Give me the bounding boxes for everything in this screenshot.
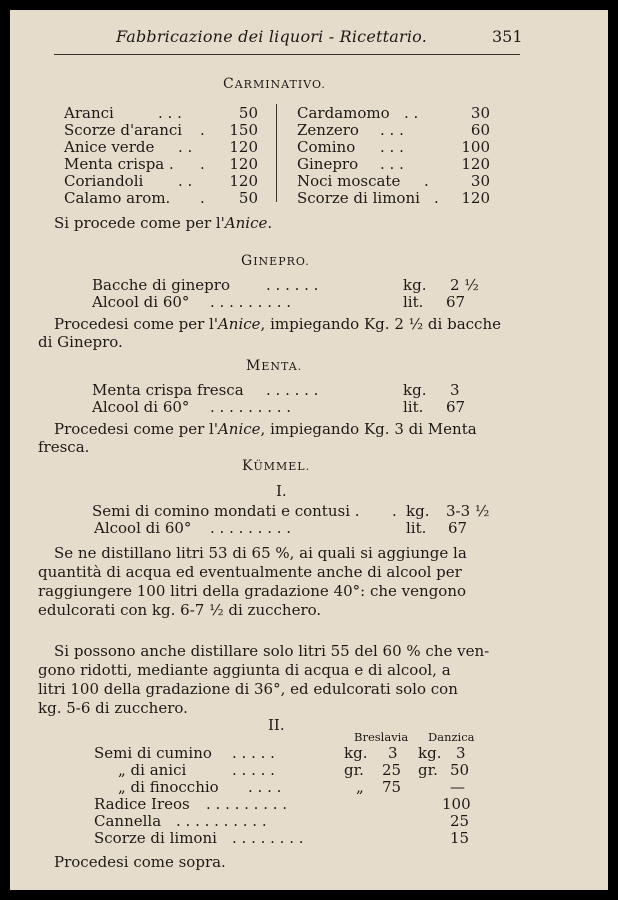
ingredient-quantity: 50 xyxy=(238,189,258,207)
qty-danzica: 15 xyxy=(450,829,470,847)
ingredient-quantity: 120 xyxy=(461,155,490,173)
ingredient-name: Comino xyxy=(297,138,356,156)
ingredient-name: Alcool di 60° xyxy=(94,519,192,537)
kummel-paragraph-2-line-2: gono ridotti, mediante aggiunta di acqua e di alcool, a xyxy=(38,661,451,679)
leader-dots: . . . . . . xyxy=(266,381,319,399)
kummel-paragraph-1-line-1: Se ne distillano litri 53 di 65 %, ai quali si aggiunge la xyxy=(54,544,467,562)
ingredient-name: Coriandoli xyxy=(64,172,144,190)
kummel-paragraph-1-line-4: edulcorati con kg. 6-7 ½ di zucchero. xyxy=(38,601,322,619)
ingredient-quantity: 150 xyxy=(229,121,258,139)
unit-breslavia: kg. xyxy=(344,744,368,762)
ingredient-quantity: 120 xyxy=(229,155,258,173)
ingredient-quantity: 120 xyxy=(461,189,490,207)
leader-dots: . . . xyxy=(158,104,182,122)
qty-danzica: 50 xyxy=(450,761,470,779)
leader-dots: . . . . . . . . . xyxy=(210,398,292,416)
qty-breslavia: 3 xyxy=(388,744,398,762)
ingredient-name: Scorze di limoni xyxy=(94,829,217,847)
column-header-breslavia: Breslavia xyxy=(354,730,409,744)
unit: kg. xyxy=(403,276,427,294)
section-title-carminativo: CARMINATIVO. xyxy=(223,76,326,92)
leader-dots: . . . . . . xyxy=(266,276,319,294)
kummel-paragraph-1-line-3: raggiungere 100 litri della gradazione 40°: che vengono xyxy=(38,582,467,600)
ingredient-name: „ di anici xyxy=(118,761,187,779)
ingredient-name: Scorze d'aranci xyxy=(64,121,183,139)
leader-dots: . xyxy=(424,172,429,190)
unit: lit. xyxy=(403,293,424,311)
unit-breslavia: „ xyxy=(356,778,364,796)
leader-dots: . . . . . xyxy=(232,761,275,779)
book-page xyxy=(10,10,608,890)
unit: lit. xyxy=(406,519,427,537)
leader-dots: . xyxy=(200,189,205,207)
quantity: 2 ½ xyxy=(450,276,479,294)
quantity: 3-3 ½ xyxy=(446,502,490,520)
kummel-paragraph-2-line-3: litri 100 della gradazione di 36°, ed edulcorati solo con xyxy=(38,680,458,698)
unit: kg. xyxy=(403,381,427,399)
ingredient-quantity: 30 xyxy=(470,104,490,122)
unit-danzica: gr. xyxy=(418,761,438,779)
ingredient-name: Alcool di 60° xyxy=(92,398,190,416)
leader-dots: . . xyxy=(404,104,419,122)
qty-breslavia: 75 xyxy=(382,778,402,796)
leader-dots: . . xyxy=(178,172,193,190)
section-title-menta: MENTA. xyxy=(246,358,303,374)
qty-danzica: — xyxy=(450,778,465,796)
ingredient-name: Aranci xyxy=(64,104,114,122)
ingredient-name: Semi di cumino xyxy=(94,744,212,762)
carminativo-note: Si procede come per l'Anice. xyxy=(54,214,273,232)
subsection-i: I. xyxy=(276,482,287,500)
menta-note-line2: fresca. xyxy=(38,438,90,456)
closing-note: Procedesi come sopra. xyxy=(54,853,226,871)
kummel-paragraph-1-line-2: quantità di acqua ed eventualmente anche di alcool per xyxy=(38,563,462,581)
quantity: 67 xyxy=(448,519,468,537)
ingredient-name: Scorze di limoni xyxy=(297,189,420,207)
ingredient-quantity: 120 xyxy=(229,172,258,190)
ingredient-name: Noci moscate xyxy=(297,172,401,190)
ingredient-name: Ginepro xyxy=(297,155,359,173)
ingredient-name: Semi di comino mondati e contusi . xyxy=(92,502,360,520)
ingredient-name: Menta crispa fresca xyxy=(92,381,244,399)
leader-dots: . . . . . . . . . xyxy=(206,795,288,813)
leader-dots: . xyxy=(200,155,205,173)
quantity: 3 xyxy=(450,381,460,399)
section-title-kummel: KÜMMEL. xyxy=(242,458,311,474)
ingredient-name: Alcool di 60° xyxy=(92,293,190,311)
leader-dots: . . . . xyxy=(248,778,282,796)
leader-dots: . . . . . xyxy=(232,744,275,762)
subsection-ii: II. xyxy=(268,716,285,734)
header-rule xyxy=(54,54,520,55)
unit-breslavia: gr. xyxy=(344,761,364,779)
leader-dots: . . . . . . . . . xyxy=(210,519,292,537)
leader-dots: . . . xyxy=(380,121,404,139)
leader-dots: . . . xyxy=(380,138,404,156)
leader-dots: . xyxy=(200,121,205,139)
leader-dots: . xyxy=(392,502,397,520)
section-title-ginepro: GINEPRO. xyxy=(241,253,310,269)
ingredient-name: Calamo arom. xyxy=(64,189,171,207)
qty-breslavia: 25 xyxy=(382,761,402,779)
ingredient-name: Bacche di ginepro xyxy=(92,276,230,294)
kummel-paragraph-2-line-1: Si possono anche distillare solo litri 55 del 60 % che ven- xyxy=(54,642,490,660)
ingredient-quantity: 50 xyxy=(238,104,258,122)
qty-danzica: 100 xyxy=(442,795,471,813)
unit-danzica: kg. xyxy=(418,744,442,762)
ginepro-note-line2: di Ginepro. xyxy=(38,333,123,351)
menta-note: Procedesi come per l'Anice, impiegando Kg. 3 di Menta xyxy=(54,420,477,438)
quantity: 67 xyxy=(446,293,466,311)
kummel-paragraph-2-line-4: kg. 5-6 di zucchero. xyxy=(38,699,188,717)
leader-dots: . . . . . . . . xyxy=(232,829,304,847)
unit: lit. xyxy=(403,398,424,416)
leader-dots: . xyxy=(434,189,439,207)
ingredient-name: Cannella xyxy=(94,812,162,830)
ingredient-name: Menta crispa . xyxy=(64,155,174,173)
qty-danzica: 25 xyxy=(450,812,470,830)
leader-dots: . . . . . . . . . xyxy=(210,293,292,311)
column-header-danzica: Danzica xyxy=(428,730,475,744)
unit: kg. xyxy=(406,502,430,520)
page-number: 351 xyxy=(492,27,523,46)
ingredient-quantity: 30 xyxy=(470,172,490,190)
quantity: 67 xyxy=(446,398,466,416)
ingredient-quantity: 100 xyxy=(461,138,490,156)
column-divider xyxy=(276,104,277,202)
ginepro-note: Procedesi come per l'Anice, impiegando Kg. 2 ½ di bacche xyxy=(54,315,501,333)
ingredient-name: Cardamomo xyxy=(297,104,390,122)
ingredient-name: Radice Ireos xyxy=(94,795,190,813)
ingredient-quantity: 60 xyxy=(470,121,490,139)
ingredient-quantity: 120 xyxy=(229,138,258,156)
ingredient-name: Anice verde xyxy=(64,138,155,156)
leader-dots: . . . . . . . . . . xyxy=(176,812,267,830)
ingredient-name: Zenzero xyxy=(297,121,359,139)
running-header-title: Fabbricazione dei liquori - Ricettario. xyxy=(116,27,428,46)
ingredient-name: „ di finocchio xyxy=(118,778,219,796)
leader-dots: . . xyxy=(178,138,193,156)
qty-danzica: 3 xyxy=(456,744,466,762)
leader-dots: . . . xyxy=(380,155,404,173)
